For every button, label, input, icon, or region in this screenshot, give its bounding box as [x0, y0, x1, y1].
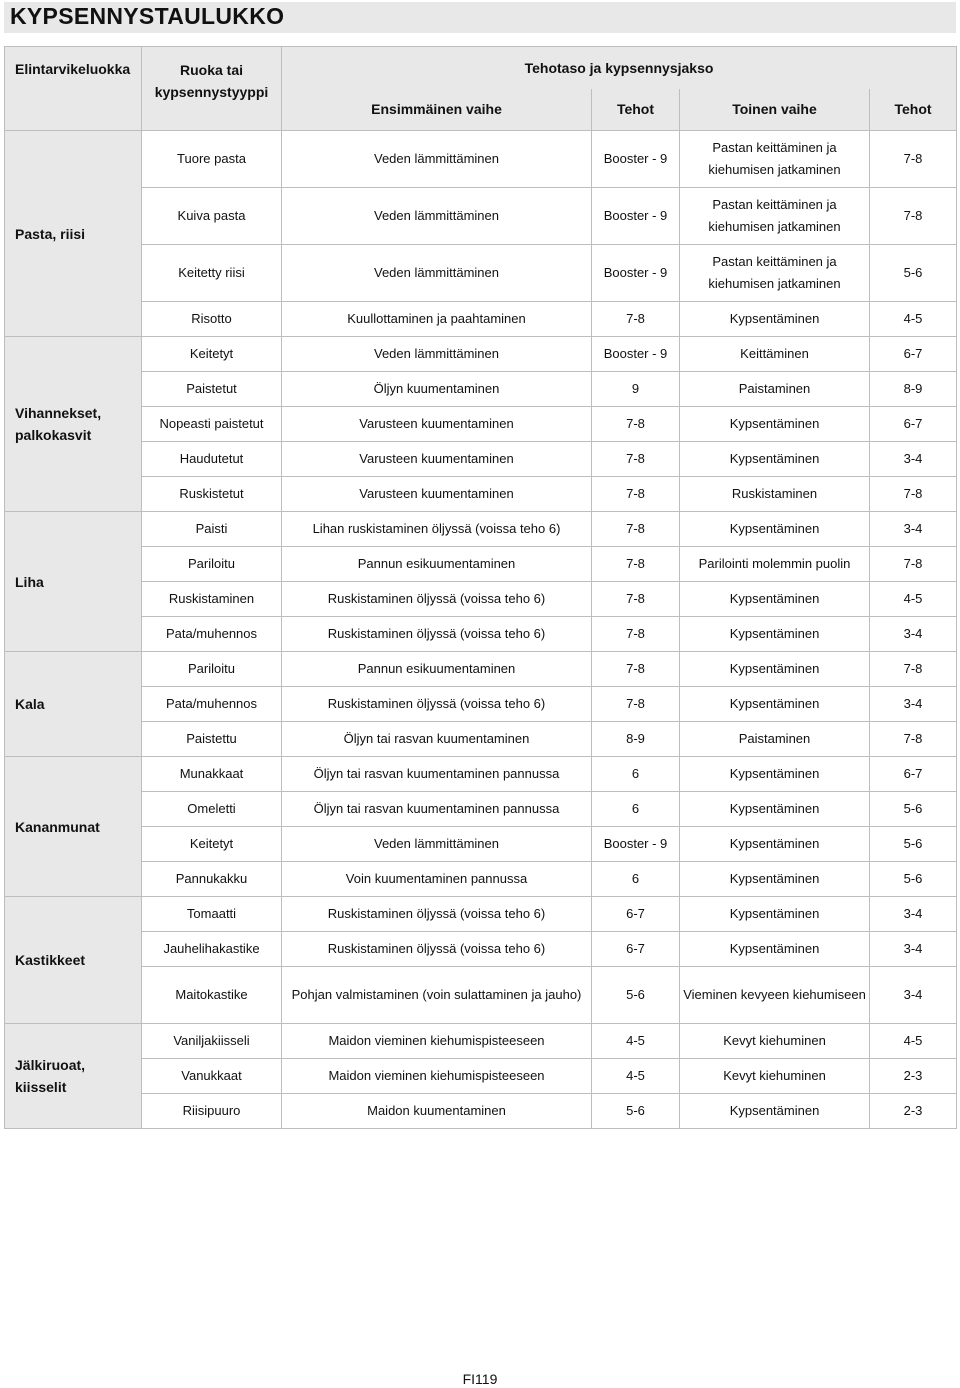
second-phase-cell: Kypsentäminen [680, 897, 870, 932]
power-1-cell: 7-8 [592, 582, 680, 617]
first-phase-cell: Öljyn tai rasvan kuumentaminen [282, 722, 592, 757]
table-row [5, 407, 957, 442]
food-cell: Paistettu [142, 722, 282, 757]
food-cell: Keitetty riisi [142, 245, 282, 302]
table-body [5, 131, 957, 1129]
power-1-cell: 4-5 [592, 1059, 680, 1094]
food-cell: Paisti [142, 512, 282, 547]
second-phase-cell: Kypsentäminen [680, 827, 870, 862]
first-phase-cell: Varusteen kuumentaminen [282, 442, 592, 477]
food-cell: Jauhelihakastike [142, 932, 282, 967]
second-phase-cell: Kypsentäminen [680, 617, 870, 652]
first-phase-cell: Veden lämmittäminen [282, 337, 592, 372]
category-cell: Kastikkeet [5, 897, 142, 1024]
table-row [5, 897, 957, 932]
second-phase-cell: Kypsentäminen [680, 932, 870, 967]
second-phase-cell: Kypsentäminen [680, 652, 870, 687]
second-phase-cell: Kevyt kiehuminen [680, 1024, 870, 1059]
second-phase-cell: Kypsentäminen [680, 442, 870, 477]
power-2-cell: 2-3 [870, 1094, 957, 1129]
power-2-cell: 4-5 [870, 302, 957, 337]
first-phase-cell: Pohjan valmistaminen (voin sulattaminen ja jauho) [282, 967, 592, 1024]
power-1-cell: 7-8 [592, 652, 680, 687]
power-2-cell: 5-6 [870, 792, 957, 827]
second-phase-cell: Parilointi molemmin puolin [680, 547, 870, 582]
power-2-cell: 3-4 [870, 967, 957, 1024]
food-cell: Vanukkaat [142, 1059, 282, 1094]
power-1-cell: 6-7 [592, 932, 680, 967]
power-2-cell: 7-8 [870, 547, 957, 582]
power-2-cell: 4-5 [870, 582, 957, 617]
page-title: KYPSENNYSTAULUKKO [10, 3, 285, 29]
first-phase-cell: Maidon vieminen kiehumispisteeseen [282, 1059, 592, 1094]
table-row [5, 967, 957, 1024]
power-2-cell: 8-9 [870, 372, 957, 407]
table-row [5, 827, 957, 862]
power-2-cell: 5-6 [870, 245, 957, 302]
category-cell: Kala [5, 652, 142, 757]
power-2-cell: 7-8 [870, 131, 957, 188]
first-phase-cell: Ruskistaminen öljyssä (voissa teho 6) [282, 897, 592, 932]
second-phase-cell: Kevyt kiehuminen [680, 1059, 870, 1094]
food-cell: Vaniljakiisseli [142, 1024, 282, 1059]
power-1-cell: 7-8 [592, 547, 680, 582]
power-1-cell: Booster - 9 [592, 827, 680, 862]
power-2-cell: 6-7 [870, 757, 957, 792]
first-phase-cell: Maidon kuumentaminen [282, 1094, 592, 1129]
table-row [5, 1094, 957, 1129]
power-1-cell: 4-5 [592, 1024, 680, 1059]
food-cell: Haudutetut [142, 442, 282, 477]
power-2-cell: 7-8 [870, 188, 957, 245]
first-phase-cell: Öljyn kuumentaminen [282, 372, 592, 407]
food-cell: Pata/muhennos [142, 617, 282, 652]
food-cell: Munakkaat [142, 757, 282, 792]
first-phase-cell: Maidon vieminen kiehumispisteeseen [282, 1024, 592, 1059]
power-2-cell: 7-8 [870, 477, 957, 512]
first-phase-cell: Pannun esikuumentaminen [282, 547, 592, 582]
table-row [5, 131, 957, 188]
power-1-cell: 6 [592, 757, 680, 792]
food-cell: Omeletti [142, 792, 282, 827]
power-2-cell: 6-7 [870, 407, 957, 442]
category-cell: Liha [5, 512, 142, 652]
first-phase-cell: Pannun esikuumentaminen [282, 652, 592, 687]
first-phase-cell: Veden lämmittäminen [282, 245, 592, 302]
power-2-cell: 3-4 [870, 897, 957, 932]
power-1-cell: 5-6 [592, 1094, 680, 1129]
first-phase-cell: Veden lämmittäminen [282, 131, 592, 188]
power-1-cell: 7-8 [592, 687, 680, 722]
power-1-cell: 7-8 [592, 477, 680, 512]
food-cell: Pannukakku [142, 862, 282, 897]
power-1-cell: 7-8 [592, 302, 680, 337]
power-2-cell: 2-3 [870, 1059, 957, 1094]
second-phase-cell: Kypsentäminen [680, 407, 870, 442]
power-2-cell: 6-7 [870, 337, 957, 372]
header-power-cycle: Tehotaso ja kypsennysjakso [282, 47, 957, 89]
power-1-cell: Booster - 9 [592, 188, 680, 245]
second-phase-cell: Kypsentäminen [680, 302, 870, 337]
second-phase-cell: Kypsentäminen [680, 1094, 870, 1129]
second-phase-cell: Vieminen kevyeen kiehumiseen [680, 967, 870, 1024]
food-cell: Tomaatti [142, 897, 282, 932]
food-cell: Paistetut [142, 372, 282, 407]
second-phase-cell: Keittäminen [680, 337, 870, 372]
food-cell: Pariloitu [142, 547, 282, 582]
power-1-cell: Booster - 9 [592, 245, 680, 302]
first-phase-cell: Ruskistaminen öljyssä (voissa teho 6) [282, 617, 592, 652]
category-cell: Jälkiruoat, kiisselit [5, 1024, 142, 1129]
header-power-1: Tehot [592, 89, 680, 131]
table-row [5, 792, 957, 827]
table-row [5, 932, 957, 967]
first-phase-cell: Öljyn tai rasvan kuumentaminen pannussa [282, 757, 592, 792]
table-row [5, 722, 957, 757]
header-power-2: Tehot [870, 89, 957, 131]
power-1-cell: 9 [592, 372, 680, 407]
food-cell: Maitokastike [142, 967, 282, 1024]
power-1-cell: Booster - 9 [592, 131, 680, 188]
power-1-cell: 6-7 [592, 897, 680, 932]
power-2-cell: 7-8 [870, 652, 957, 687]
second-phase-cell: Pastan keittäminen ja kiehumisen jatkaminen [680, 188, 870, 245]
second-phase-cell: Kypsentäminen [680, 757, 870, 792]
table-row [5, 372, 957, 407]
food-cell: Risotto [142, 302, 282, 337]
table-row [5, 1059, 957, 1094]
header-category: Elintarvikeluokka [5, 47, 142, 131]
food-cell: Kuiva pasta [142, 188, 282, 245]
table-row [5, 245, 957, 302]
first-phase-cell: Ruskistaminen öljyssä (voissa teho 6) [282, 932, 592, 967]
cooking-table [4, 46, 957, 1129]
table-row [5, 862, 957, 897]
power-1-cell: 7-8 [592, 407, 680, 442]
title-bar [4, 2, 956, 33]
second-phase-cell: Kypsentäminen [680, 582, 870, 617]
food-cell: Pata/muhennos [142, 687, 282, 722]
power-2-cell: 3-4 [870, 512, 957, 547]
second-phase-cell: Pastan keittäminen ja kiehumisen jatkaminen [680, 245, 870, 302]
category-cell: Kananmunat [5, 757, 142, 897]
second-phase-cell: Paistaminen [680, 372, 870, 407]
second-phase-cell: Kypsentäminen [680, 792, 870, 827]
first-phase-cell: Varusteen kuumentaminen [282, 407, 592, 442]
table-row [5, 512, 957, 547]
food-cell: Keitetyt [142, 827, 282, 862]
first-phase-cell: Voin kuumentaminen pannussa [282, 862, 592, 897]
first-phase-cell: Veden lämmittäminen [282, 827, 592, 862]
table-header [5, 47, 957, 131]
power-1-cell: 7-8 [592, 512, 680, 547]
table-row [5, 652, 957, 687]
table-row [5, 477, 957, 512]
food-cell: Tuore pasta [142, 131, 282, 188]
table-row [5, 547, 957, 582]
food-cell: Pariloitu [142, 652, 282, 687]
second-phase-cell: Pastan keittäminen ja kiehumisen jatkaminen [680, 131, 870, 188]
table-row [5, 1024, 957, 1059]
header-food: Ruoka tai kypsennystyyppi [142, 47, 282, 131]
table-row [5, 582, 957, 617]
category-cell: Vihannekset, palkokasvit [5, 337, 142, 512]
table-row [5, 617, 957, 652]
food-cell: Ruskistaminen [142, 582, 282, 617]
header-first-phase: Ensimmäinen vaihe [282, 89, 592, 131]
power-2-cell: 5-6 [870, 827, 957, 862]
header-second-phase: Toinen vaihe [680, 89, 870, 131]
food-cell: Ruskistetut [142, 477, 282, 512]
second-phase-cell: Ruskistaminen [680, 477, 870, 512]
power-2-cell: 7-8 [870, 722, 957, 757]
second-phase-cell: Kypsentäminen [680, 512, 870, 547]
power-1-cell: 8-9 [592, 722, 680, 757]
first-phase-cell: Lihan ruskistaminen öljyssä (voissa teho 6) [282, 512, 592, 547]
category-cell: Pasta, riisi [5, 131, 142, 337]
table-row [5, 337, 957, 372]
power-1-cell: 5-6 [592, 967, 680, 1024]
table-row [5, 188, 957, 245]
food-cell: Riisipuuro [142, 1094, 282, 1129]
power-2-cell: 3-4 [870, 932, 957, 967]
power-2-cell: 3-4 [870, 617, 957, 652]
power-1-cell: 6 [592, 862, 680, 897]
food-cell: Nopeasti paistetut [142, 407, 282, 442]
food-cell: Keitetyt [142, 337, 282, 372]
second-phase-cell: Kypsentäminen [680, 862, 870, 897]
power-1-cell: Booster - 9 [592, 337, 680, 372]
table-row [5, 687, 957, 722]
power-2-cell: 4-5 [870, 1024, 957, 1059]
first-phase-cell: Kuullottaminen ja paahtaminen [282, 302, 592, 337]
page-number: FI119 [462, 1371, 498, 1387]
power-1-cell: 7-8 [592, 442, 680, 477]
table-row [5, 442, 957, 477]
table-row [5, 302, 957, 337]
power-2-cell: 3-4 [870, 687, 957, 722]
power-1-cell: 6 [592, 792, 680, 827]
first-phase-cell: Ruskistaminen öljyssä (voissa teho 6) [282, 687, 592, 722]
power-1-cell: 7-8 [592, 617, 680, 652]
table-row [5, 757, 957, 792]
second-phase-cell: Kypsentäminen [680, 687, 870, 722]
first-phase-cell: Ruskistaminen öljyssä (voissa teho 6) [282, 582, 592, 617]
second-phase-cell: Paistaminen [680, 722, 870, 757]
first-phase-cell: Öljyn tai rasvan kuumentaminen pannussa [282, 792, 592, 827]
first-phase-cell: Veden lämmittäminen [282, 188, 592, 245]
power-2-cell: 3-4 [870, 442, 957, 477]
first-phase-cell: Varusteen kuumentaminen [282, 477, 592, 512]
power-2-cell: 5-6 [870, 862, 957, 897]
